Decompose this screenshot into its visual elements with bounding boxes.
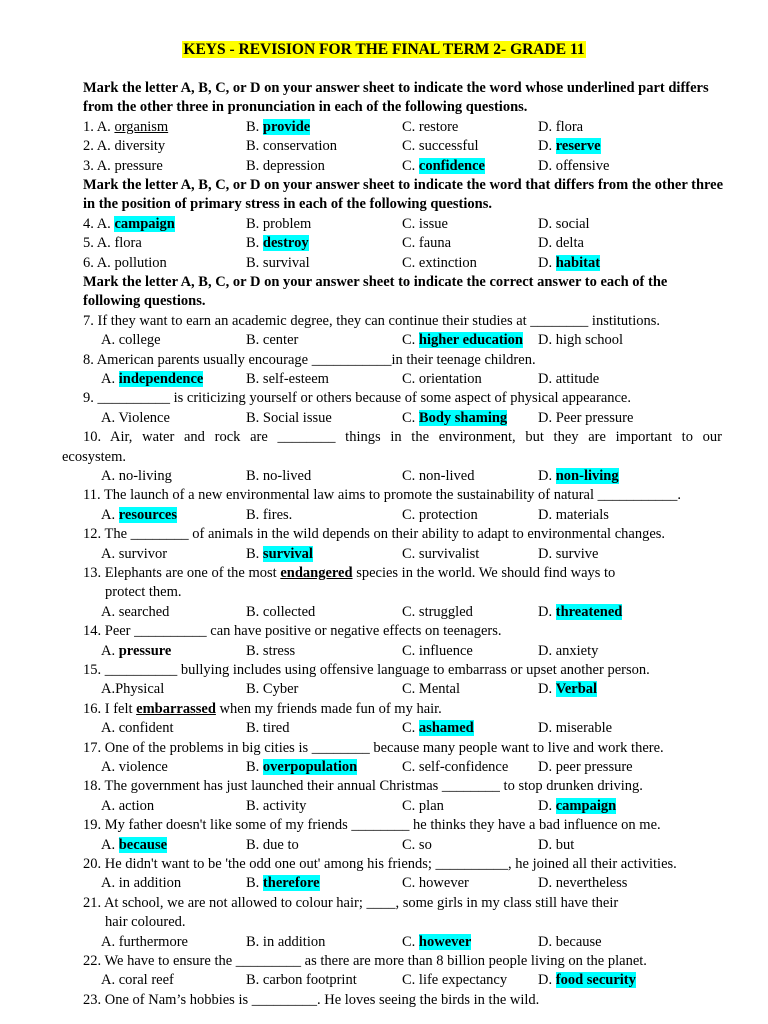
option-d: D. Peer pressure <box>538 409 634 426</box>
option-d: D. delta <box>538 235 584 252</box>
question-17-options <box>0 758 768 777</box>
option-a: A. because <box>101 836 168 853</box>
option-b: B. therefore <box>246 875 320 892</box>
question-1 <box>0 118 768 137</box>
instruction-mcq: Mark the letter A, B, C, or D on your answer sheet to indicate the correct answer to each of the following questions. <box>83 273 668 310</box>
question-7-stem: 7. If they want to earn an academic degree, they can continue their studies at ________ institutions. <box>83 312 661 329</box>
option-a: 4. A. campaign <box>83 215 175 232</box>
question-22-stem: 22. We have to ensure the _________ as there are more than 8 billion people living on the planet. <box>83 952 647 969</box>
option-b: B. provide <box>246 118 311 135</box>
option-b: B. conservation <box>246 138 338 155</box>
option-d: D. campaign <box>538 797 617 814</box>
option-d: D. but <box>538 836 575 853</box>
question-10-options <box>0 467 768 486</box>
question-2 <box>0 137 768 156</box>
correct-answer: non-living <box>555 467 619 484</box>
option-d: D. offensive <box>538 157 610 174</box>
keyword: embarrassed <box>136 700 216 717</box>
question-21-stem-cont: hair coloured. <box>105 914 186 931</box>
option-b: B. stress <box>246 642 296 659</box>
question-12-options <box>0 545 768 564</box>
question-9-stem: 9. __________ is criticizing yourself or others because of some aspect of physical appearance. <box>83 390 631 407</box>
correct-answer: because <box>118 836 168 853</box>
question-7-options <box>0 331 768 350</box>
option-d: D. materials <box>538 506 609 523</box>
option-a: A. no-living <box>101 467 172 484</box>
question-19-stem: 19. My father doesn't like some of my friends ________ he thinks they have a bad influence on me. <box>83 817 661 834</box>
option-c: C. issue <box>402 215 448 232</box>
option-a: A. action <box>101 797 155 814</box>
correct-answer: overpopulation <box>262 758 358 775</box>
option-c: C. confidence <box>402 157 485 174</box>
option-c: C. orientation <box>402 370 482 387</box>
option-b: B. in addition <box>246 933 326 950</box>
instruction-stress: Mark the letter A, B, C, or D on your answer sheet to indicate the word that differs from the other three in the position of primary stress in each of the following questions. <box>83 176 724 213</box>
option-d: D. attitude <box>538 370 600 387</box>
question-22-options <box>0 971 768 990</box>
correct-answer: campaign <box>555 797 617 814</box>
option-a: 5. A. flora <box>83 235 142 252</box>
option-d: D. nevertheless <box>538 875 628 892</box>
option-d: D. social <box>538 215 590 232</box>
option-d: D. peer pressure <box>538 758 633 775</box>
question-19-options <box>0 836 768 855</box>
option-c: C. survivalist <box>402 545 480 562</box>
question-21-options <box>0 933 768 952</box>
correct-answer: threatened <box>555 603 623 620</box>
option-b: B. overpopulation <box>246 758 358 775</box>
option-c: C. Body shaming <box>402 409 508 426</box>
option-c: C. struggled <box>402 603 473 620</box>
question-8-stem: 8. American parents usually encourage ___________in their teenage children. <box>83 351 536 368</box>
option-d: D. survive <box>538 545 599 562</box>
option-a: A. survivor <box>101 545 168 562</box>
option-a: A. searched <box>101 603 170 620</box>
option-a: A. college <box>101 332 161 349</box>
option-c: C. however <box>402 933 472 950</box>
option-b: B. no-lived <box>246 467 312 484</box>
question-9-options <box>0 409 768 428</box>
option-a: 1. A. organism <box>83 118 169 135</box>
question-10-stem: 10. Air, water and rock are ________ things in the environment, but they are important to our <box>83 429 722 446</box>
correct-answer: habitat <box>555 254 601 271</box>
correct-answer: Verbal <box>555 681 598 698</box>
question-8-options <box>0 370 768 389</box>
correct-answer: independence <box>118 370 204 387</box>
correct-answer: reserve <box>555 138 601 155</box>
page-title: KEYS - REVISION FOR THE FINAL TERM 2- GRADE 11 <box>183 41 585 58</box>
option-a: A. confident <box>101 720 174 737</box>
correct-answer: however <box>418 933 472 950</box>
option-c: C. however <box>402 875 469 892</box>
option-a: A. coral reef <box>101 972 174 989</box>
question-5 <box>0 234 768 253</box>
question-17-stem: 17. One of the problems in big cities is ________ because many people want to live and work there. <box>83 739 664 756</box>
correct-answer: provide <box>262 118 311 135</box>
option-c: C. higher education <box>402 332 523 349</box>
option-a: A. violence <box>101 758 168 775</box>
option-d: D. anxiety <box>538 642 599 659</box>
option-b: B. fires. <box>246 506 293 523</box>
question-11-stem: 11. The launch of a new environmental law aims to promote the sustainability of natural ___________. <box>83 487 681 504</box>
question-11-options <box>0 506 768 525</box>
option-b: B. Social issue <box>246 409 332 426</box>
option-a: A. furthermore <box>101 933 188 950</box>
option-b: B. collected <box>246 603 316 620</box>
correct-answer: ashamed <box>418 720 474 737</box>
option-c: C. ashamed <box>402 720 474 737</box>
option-b: B. tired <box>246 720 290 737</box>
correct-answer: food security <box>555 972 636 989</box>
option-c: C. protection <box>402 506 478 523</box>
option-d: D. reserve <box>538 138 601 155</box>
option-b: B. due to <box>246 836 299 853</box>
option-c: C. influence <box>402 642 473 659</box>
option-d: D. because <box>538 933 602 950</box>
option-d: D. habitat <box>538 254 601 271</box>
question-10-stem-cont: ecosystem. <box>62 448 127 465</box>
question-13-stem: 13. Elephants are one of the most endangered species in the world. We should find ways to <box>83 564 616 581</box>
correct-answer: higher education <box>418 332 523 349</box>
correct-answer: confidence <box>418 157 485 174</box>
option-a: A. in addition <box>101 875 182 892</box>
option-d: D. food security <box>538 972 636 989</box>
question-14-options <box>0 642 768 661</box>
option-d: D. non-living <box>538 467 619 484</box>
option-d: D. flora <box>538 118 584 135</box>
option-c: C. plan <box>402 797 444 814</box>
keyword: endangered <box>280 564 353 581</box>
option-b: B. center <box>246 332 299 349</box>
option-c: C. non-lived <box>402 467 475 484</box>
option-b: B. carbon footprint <box>246 972 357 989</box>
question-21-stem: 21. At school, we are not allowed to colour hair; ____, some girls in my class still have their <box>83 894 619 911</box>
question-20-stem: 20. He didn't want to be 'the odd one out' among his friends; __________, he joined all their activities. <box>83 855 677 872</box>
option-d: D. threatened <box>538 603 623 620</box>
correct-answer: Body shaming <box>418 409 508 426</box>
option-c: C. Mental <box>402 681 460 698</box>
option-c: C. self-confidence <box>402 758 509 775</box>
option-b: B. destroy <box>246 235 309 252</box>
question-15-options <box>0 680 768 699</box>
option-b: B. activity <box>246 797 307 814</box>
option-c: C. life expectancy <box>402 972 508 989</box>
question-20-options <box>0 874 768 893</box>
option-d: D. high school <box>538 332 623 349</box>
correct-answer: destroy <box>262 235 309 252</box>
question-4 <box>0 215 768 234</box>
question-16-options <box>0 719 768 738</box>
question-13-stem-cont: protect them. <box>105 584 182 601</box>
option-b: B. depression <box>246 157 325 174</box>
option-c: C. fauna <box>402 235 452 252</box>
option-c: C. successful <box>402 138 479 155</box>
option-a: A. resources <box>101 506 177 523</box>
correct-answer: survival <box>262 545 313 562</box>
question-3 <box>0 157 768 176</box>
question-12-stem: 12. The ________ of animals in the wild depends on their ability to adapt to environmental changes. <box>83 526 666 543</box>
question-18-stem: 18. The government has just launched their annual Christmas ________ to stop drunken driving. <box>83 778 643 795</box>
option-b: B. Cyber <box>246 681 299 698</box>
option-a: A. independence <box>101 370 204 387</box>
question-18-options <box>0 797 768 816</box>
question-13-options <box>0 603 768 622</box>
question-14-stem: 14. Peer __________ can have positive or negative effects on teenagers. <box>83 623 502 640</box>
correct-answer: campaign <box>114 215 175 232</box>
option-b: B. problem <box>246 215 312 232</box>
option-c: C. restore <box>402 118 459 135</box>
question-15-stem: 15. __________ bullying includes using offensive language to embarrass or upset another person. <box>83 661 650 678</box>
instruction-pronunciation: Mark the letter A, B, C, or D on your answer sheet to indicate the word whose underlined part differs from the other three in pronunciation in each of the following questions. <box>83 80 709 116</box>
document-body <box>0 79 768 1010</box>
option-a: A. pressure <box>101 642 172 659</box>
correct-answer: resources <box>118 506 177 523</box>
option-a: 3. A. pressure <box>83 157 163 174</box>
question-23-stem: 23. One of Nam’s hobbies is _________. He loves seeing the birds in the wild. <box>83 991 540 1008</box>
option-d: D. miserable <box>538 720 613 737</box>
question-16-stem: 16. I felt embarrassed when my friends made fun of my hair. <box>83 700 442 717</box>
correct-answer: pressure <box>118 642 172 659</box>
option-d: D. Verbal <box>538 681 598 698</box>
option-a: 6. A. pollution <box>83 254 167 271</box>
option-a: A.Physical <box>101 681 165 698</box>
option-a: 2. A. diversity <box>83 138 166 155</box>
option-a: A. Violence <box>101 409 170 426</box>
option-c: C. extinction <box>402 254 477 271</box>
option-b: B. survival <box>246 545 313 562</box>
question-6 <box>0 254 768 273</box>
option-c: C. so <box>402 836 432 853</box>
option-b: B. self-esteem <box>246 370 329 387</box>
correct-answer: therefore <box>262 875 320 892</box>
option-b: B. survival <box>246 254 310 271</box>
